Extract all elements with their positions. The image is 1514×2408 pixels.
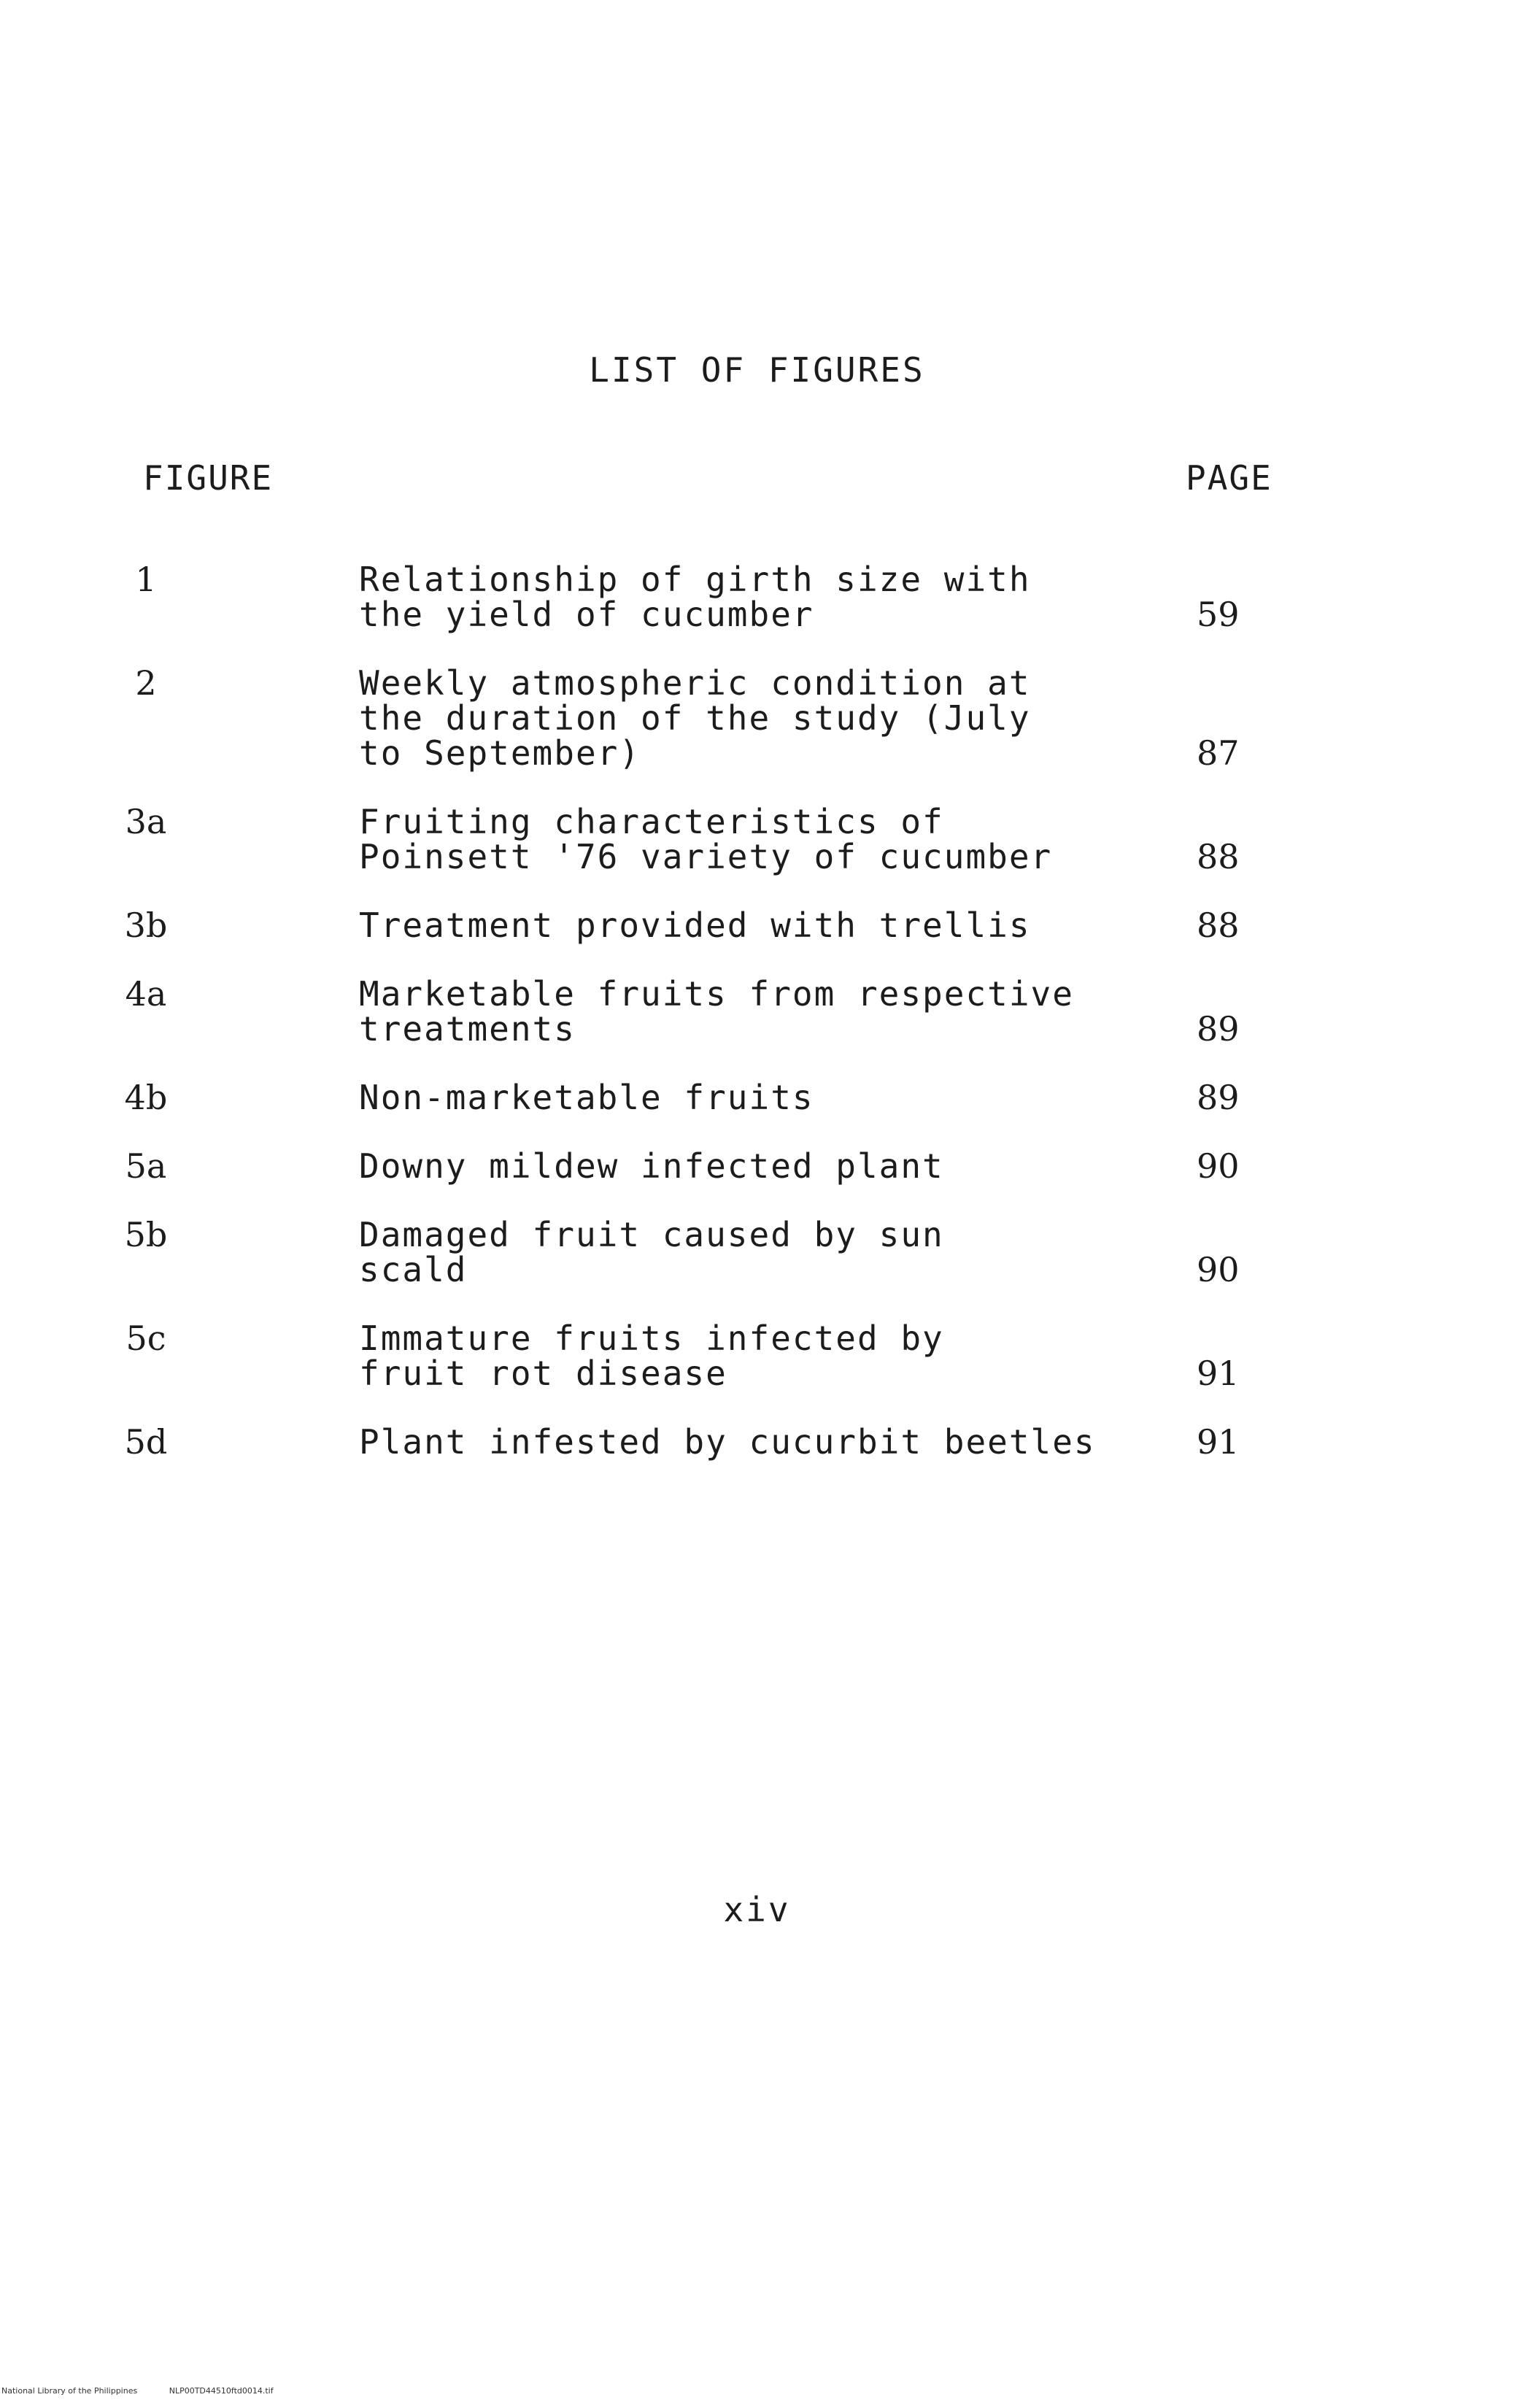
caption-line: Downy mildew infected plant [359, 1146, 944, 1186]
figure-number: 2 [135, 663, 157, 703]
page-title: LIST OF FIGURES [589, 350, 925, 390]
figure-entry [0, 665, 1514, 771]
figure-column-header: FIGURE [143, 458, 274, 498]
figure-number: 1 [135, 560, 157, 599]
figure-caption [359, 974, 1089, 1049]
caption-line: to September) [359, 733, 641, 773]
caption-line: the duration of the study (July [359, 698, 1031, 738]
caption-line: Marketable fruits from respective [359, 974, 1074, 1014]
figure-page-number: 89 [1197, 1009, 1240, 1049]
figure-caption [359, 665, 1089, 771]
figure-number: 5c [125, 1319, 166, 1358]
figure-entry [0, 804, 1514, 874]
figure-caption [359, 1146, 1089, 1186]
figure-entry [0, 1422, 1514, 1462]
figure-number: 4b [124, 1078, 168, 1117]
library-credit: National Library of the Philippines [1, 2386, 138, 2396]
figure-page-number: 91 [1197, 1422, 1240, 1462]
caption-line: treatments [359, 1009, 576, 1049]
caption-line: Damaged fruit caused by sun [359, 1215, 944, 1254]
caption-line: Non-marketable fruits [359, 1078, 814, 1117]
figure-caption [359, 1080, 1089, 1115]
caption-line: Relationship of girth size with [359, 560, 1031, 599]
page-column-header: PAGE [1186, 458, 1272, 498]
page-number: xiv [723, 1890, 791, 1929]
caption-line: scald [359, 1250, 468, 1289]
figure-caption [359, 908, 1089, 943]
figure-caption [359, 562, 1089, 632]
figure-page-number: 88 [1197, 906, 1240, 945]
figure-number: 3b [124, 906, 168, 945]
scan-footer [1, 2386, 303, 2396]
figure-page-number: 90 [1197, 1250, 1240, 1289]
caption-line: fruit rot disease [359, 1354, 727, 1393]
figure-list [0, 562, 1514, 1493]
figure-caption [359, 804, 1089, 874]
figure-page-number: 90 [1197, 1146, 1240, 1186]
caption-line: Fruiting characteristics of [359, 802, 944, 841]
figure-entry [0, 908, 1514, 943]
figure-number: 5b [124, 1215, 168, 1254]
figure-entry [0, 1146, 1514, 1186]
figure-caption [359, 1321, 1089, 1391]
figure-number: 4a [125, 974, 167, 1014]
figure-caption [359, 1422, 1096, 1462]
figure-page-number: 88 [1197, 837, 1240, 876]
caption-line: the yield of cucumber [359, 595, 814, 634]
figure-page-number: 91 [1197, 1354, 1240, 1393]
figure-number: 3a [125, 802, 167, 841]
file-name: NLP00TD44510ftd0014.tif [169, 2386, 274, 2396]
caption-line: Treatment provided with trellis [359, 906, 1031, 945]
figure-entry [0, 974, 1514, 1049]
figure-entry [0, 562, 1514, 632]
figure-entry [0, 1080, 1514, 1115]
caption-line: Immature fruits infected by [359, 1319, 944, 1358]
figure-page-number: 59 [1197, 595, 1240, 634]
caption-line: Weekly atmospheric condition at [359, 663, 1031, 703]
figure-page-number: 89 [1197, 1078, 1240, 1117]
figure-page-number: 87 [1197, 733, 1240, 773]
caption-line: Poinsett '76 variety of cucumber [359, 837, 1053, 876]
figure-number: 5d [124, 1422, 168, 1462]
figure-entry [0, 1321, 1514, 1391]
figure-number: 5a [125, 1146, 167, 1186]
figure-entry [0, 1217, 1514, 1287]
caption-line: Plant infested by cucurbit beetles [359, 1422, 1096, 1462]
figure-caption [359, 1217, 1089, 1287]
